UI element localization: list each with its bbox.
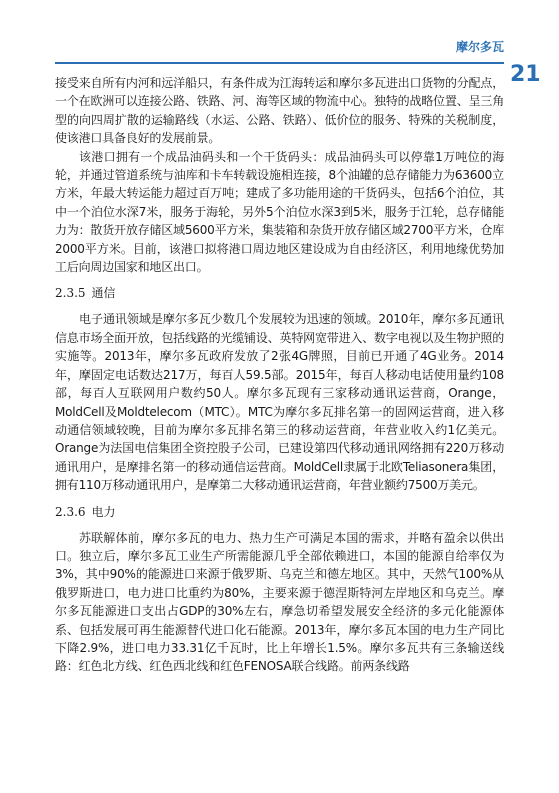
paragraph-port-terminals: 该港口拥有一个成品油码头和一个干货码头：成品油码头可以停靠1万吨位的海轮，并通过管道系统与油库和卡车转载设施相连接，8个油罐的总存储能力为63600立方米，年最大转运能力超过百万吨；建成了多功能用途的干货码头，包括6个泊位，其中一个泊位水深7米，服务于海轮，另外5个泊位水深3到5米，服务于江轮，总存储能力为：散货开放存储区域5600平方米，集装箱和杂货开放存储区域2700平方米，仓库2000平方米。目前，该港口拟将港口周边地区建设成为自由经济区，利用地缘优势加工后向周边国家和地区出口。 [55,149,504,275]
page-number: 21 [510,62,541,87]
paragraph-port-intro: 接受来自所有内河和远洋船只，有条件成为江海转运和摩尔多瓦进出口货物的分配点，一个在欧洲可以连接公路、铁路、河、海等区域的物流中心。独特的战略位置、呈三角型的向四周扩散的运输路线（水运、公路、铁路）、低价位的服务、特殊的关税制度，使该港口具备良好的发展前景。 [55,76,504,146]
running-header [55,30,504,64]
header-title: 摩尔多瓦 [455,40,504,54]
page-body [55,74,504,676]
paragraph-communications: 电子通讯领域是摩尔多瓦少数几个发展较为迅速的领域。2010年，摩尔多瓦通讯信息市场全面开放，包括线路的光缆铺设、英特网宽带进入、数字电视以及生物护照的实施等。2013年，摩尔多瓦政府发放了2张4G牌照，目前已开通了4G业务。2014年，摩固定电话数达217万，每百人59.5部。2015年，每百人移动电话使用量约108部，每百人互联网用户数约50人。摩尔多瓦现有三家移动通讯运营商，Orange，MoldCell及Moldtelecom（MTC）。MTC为摩尔多瓦排名第一的固网运营商，进入移动通信领域较晚，目前为摩尔多瓦排名第三的移动运营商，年营业收入约1亿美元。Orange为法国电信集团全资控股子公司，已建设第四代移动通讯网络拥有220万移动通讯用户，是摩排名第一的移动通信运营商。MoldCell隶属于北欧Teliasonera集团，拥有110万移动通讯用户，是摩第二大移动通讯运营商，年营业额约7500万美元。 [55,312,504,493]
section-heading-communications [55,284,504,302]
section-title: 电力 [91,504,116,519]
section-number: 2.3.5 [55,286,86,301]
paragraph-power: 苏联解体前，摩尔多瓦的电力、热力生产可满足本国的需求，并略有盈余以供出口。独立后，摩尔多瓦工业生产所需能源几乎全部依赖进口，本国的能源自给率仅为3%，其中90%的能源进口来源于俄罗斯、乌克兰和德左地区。其中，天然气100%从俄罗斯进口，电力进口比重约为80%，主要来源于德涅斯特河左岸地区和乌克兰。摩尔多瓦能源进口支出占GDP的30%左右，摩急切希望发展安全经济的多元化能源体系、包括发展可再生能源替代进口化石能源。2013年，摩尔多瓦本国的电力生产同比下降2.9%，进口电力33.31亿千瓦时，比上年增长1.5%。摩尔多瓦共有三条输送线路：红色北方线、红色西北线和红色FENOSA联合线路。前两条线路 [55,530,504,674]
section-heading-power [55,503,504,521]
section-number: 2.3.6 [55,504,86,519]
header-rule [55,62,504,64]
section-title: 通信 [91,286,116,301]
